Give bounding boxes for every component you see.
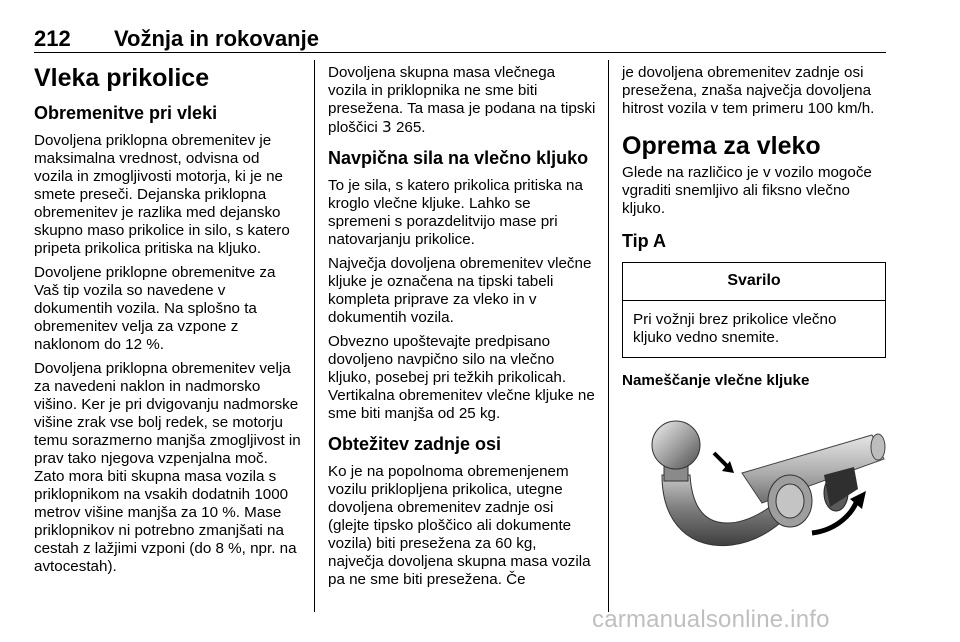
page-ref-link[interactable]: 265. [395, 119, 426, 136]
paragraph: Dovoljena priklopna obremenitev velja za navedeni naklon in nadmorsko višino. Ker je pri dvigovanju nadmorske višine zrak vse bolj redek, se motorju temu sorazmerno manjša zmogljivost in prav tako njegova vzpenjalna moč. Zato mora biti skupna masa vozila s priklopnikom na vsakih dodatnih 1000 metrov višine manjša za 10 %. Mase priklopnikov ni potrebno zmanjšati na cestah z lažjimi vzponi (do 8 %, npr. na avtocestah). [34, 360, 301, 575]
page-ref-arrow-icon: 3 [382, 118, 392, 136]
intro-text: Dovoljena skupna masa vlečnega vozila in priklopnika ne sme biti presežena. Ta masa je podana na tipski ploščici [328, 64, 596, 136]
illustration-caption: Nameščanje vlečne kljuke [622, 372, 810, 389]
column-3 [622, 64, 888, 398]
paragraph: Ko je na popolnoma obremenjenem vozilu priklopljena prikolica, utegne dovoljena obremenitev zadnje osi (glejte tipsko ploščico ali dokumente vozila) biti presežena za 60 kg, največja dovoljena skupna masa vozila pa ne sme biti presežena. Če [328, 463, 591, 588]
page-header [34, 26, 886, 53]
page-number: 212 [34, 26, 71, 51]
paragraph: Dovoljene priklopne obremenitve za Vaš tip vozila so navedene v dokumentih vozila. Na splošno ta obremenitev velja za vzpone z naklonom do 12 %. [34, 264, 276, 353]
paragraph: Obvezno upoštevajte predpisano dovoljeno navpično silo na vlečno kljuko, posebej pri težkih prikolicah. Vertikalna obremenitev vlečne kljuke ne sme biti manjša od 25 kg. [328, 333, 595, 422]
column-divider-1 [314, 60, 315, 612]
paragraph: Največja dovoljena obremenitev vlečne kljuke je označena na tipski tabeli kompleta priprave za vleko in v dokumentih vozila. [328, 255, 592, 326]
paragraph: Dovoljena priklopna obremenitev je maksimalna vrednost, odvisna od vozila in zmogljivosti motorja, ki je ne smete preseči. Dejanska priklopna obremenitev je razlika med dejansko skupno maso prikolice in silo, s katero pripeta prikolica pritiska na kljuko. [34, 132, 290, 257]
subsection-heading: Obremenitve pri vleki [34, 103, 218, 123]
subsection-heading: Obtežitev zadnje osi [328, 434, 502, 454]
section-heading: Vleka prikolice [34, 64, 210, 92]
subsection-heading: Tip A [622, 231, 666, 251]
column-2 [328, 64, 596, 595]
section-heading: Oprema za vleko [622, 132, 821, 160]
paragraph [328, 64, 596, 137]
paragraph: je dovoljena obremenitev zadnje osi presežena, znaša največja dovoljena hitrost vozila v tem primeru 100 km/h. [622, 64, 875, 117]
column-1 [34, 64, 302, 582]
warning-text: Pri vožnji brez prikolice vlečno kljuko vedno snemite. [633, 311, 837, 346]
paragraph: Glede na različico je v vozilo mogoče vgraditi snemljivo ali fiksno vlečno kljuko. [622, 164, 872, 217]
warning-box [622, 262, 886, 358]
column-divider-2 [608, 60, 609, 612]
chapter-title: Vožnja in rokovanje [114, 26, 319, 51]
tow-hook-illustration [622, 415, 888, 565]
watermark: carmanualsonline.info [592, 606, 830, 633]
paragraph: To je sila, s katero prikolica pritiska na kroglo vlečne kljuke. Lahko se spremeni s porazdelitvijo mase pri natovarjanju prikolice. [328, 177, 583, 248]
warning-title: Svarilo [623, 263, 885, 301]
subsection-heading: Navpična sila na vlečno kljuko [328, 148, 589, 168]
